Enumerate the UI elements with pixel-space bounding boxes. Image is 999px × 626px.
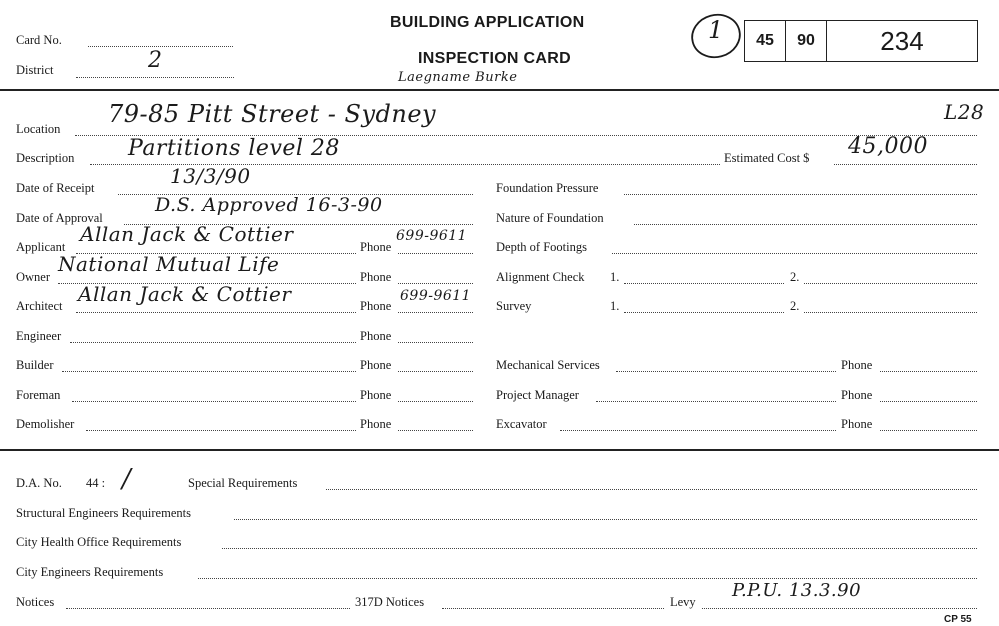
excavator-line xyxy=(560,430,836,431)
district-value: 2 xyxy=(148,48,163,73)
city-health-line xyxy=(222,548,977,549)
card-no-label: Card No. xyxy=(16,33,62,47)
applicant-label: Applicant xyxy=(16,240,66,254)
project-manager-line xyxy=(596,401,836,402)
mechanical-phone-line xyxy=(880,371,977,372)
depth-of-footings-label: Depth of Footings xyxy=(496,240,587,254)
handwritten-subtitle: Laegname Burke xyxy=(398,70,518,85)
foreman-phone-label: Phone xyxy=(360,388,392,402)
location-note: L28 xyxy=(944,100,985,124)
applicant-phone-line xyxy=(398,253,473,254)
survey-2: 2. xyxy=(790,299,800,313)
da-no-label: D.A. No. xyxy=(16,476,62,490)
date-of-approval-value: D.S. Approved 16-3-90 xyxy=(155,194,383,216)
card-number-boxes xyxy=(744,20,978,62)
card-box-3: 234 xyxy=(880,25,924,56)
estimated-cost-value: 45,000 xyxy=(848,134,928,159)
notices-317d-label: 317D Notices xyxy=(355,595,425,609)
levy-line xyxy=(702,608,977,609)
builder-label: Builder xyxy=(16,358,54,372)
architect-phone-label: Phone xyxy=(360,299,392,313)
location-value: 79-85 Pitt Street - Sydney xyxy=(108,100,437,128)
da-no-value: 44 : xyxy=(86,476,106,490)
form-code: CP 55 xyxy=(944,614,972,625)
alignment-check-1: 1. xyxy=(610,270,620,284)
da-no-mark: / xyxy=(122,464,132,494)
architect-value: Allan Jack & Cottier xyxy=(78,282,292,306)
depth-of-footings-line xyxy=(612,253,977,254)
city-engineers-label: City Engineers Requirements xyxy=(16,565,164,579)
special-requirements-line xyxy=(326,489,977,490)
card-no-line xyxy=(88,46,233,47)
engineer-line xyxy=(70,342,356,343)
foundation-pressure-label: Foundation Pressure xyxy=(496,181,599,195)
foreman-label: Foreman xyxy=(16,388,61,402)
builder-phone-label: Phone xyxy=(360,358,392,372)
foreman-line xyxy=(72,401,356,402)
survey-label: Survey xyxy=(496,299,532,313)
owner-label: Owner xyxy=(16,270,51,284)
architect-phone-line xyxy=(398,312,473,313)
engineer-label: Engineer xyxy=(16,329,62,343)
requirements-divider xyxy=(0,449,999,451)
architect-phone-value: 699-9611 xyxy=(400,288,472,304)
structural-engineers-label: Structural Engineers Requirements xyxy=(16,506,191,520)
notices-label: Notices xyxy=(16,595,55,609)
circled-number: 1 xyxy=(708,16,724,44)
foreman-phone-line xyxy=(398,401,473,402)
form-title-line2: INSPECTION CARD xyxy=(418,50,571,67)
builder-phone-line xyxy=(398,371,473,372)
nature-of-foundation-label: Nature of Foundation xyxy=(496,211,604,225)
estimated-cost-label: Estimated Cost $ xyxy=(724,151,810,165)
location-label: Location xyxy=(16,122,61,136)
excavator-phone-line xyxy=(880,430,977,431)
mechanical-services-line xyxy=(616,371,836,372)
description-label: Description xyxy=(16,151,75,165)
builder-line xyxy=(62,371,356,372)
card-box-1: 45 xyxy=(745,21,786,61)
applicant-phone-value: 699-9611 xyxy=(396,228,468,244)
owner-phone-label: Phone xyxy=(360,270,392,284)
mechanical-phone-label: Phone xyxy=(841,358,873,372)
alignment-check-2-line xyxy=(804,283,977,284)
nature-of-foundation-line xyxy=(634,224,977,225)
alignment-check-1-line xyxy=(624,283,784,284)
project-manager-phone-label: Phone xyxy=(841,388,873,402)
demolisher-phone-label: Phone xyxy=(360,417,392,431)
owner-value: National Mutual Life xyxy=(58,252,280,276)
date-of-approval-label: Date of Approval xyxy=(16,211,103,225)
foundation-pressure-line xyxy=(624,194,977,195)
engineer-phone-label: Phone xyxy=(360,329,392,343)
excavator-label: Excavator xyxy=(496,417,547,431)
district-line xyxy=(76,77,234,78)
district-label: District xyxy=(16,63,54,77)
levy-value: P.P.U. 13.3.90 xyxy=(732,580,862,601)
levy-label: Levy xyxy=(670,595,696,609)
form-title-line1: BUILDING APPLICATION xyxy=(390,14,585,31)
architect-line xyxy=(76,312,356,313)
alignment-check-2: 2. xyxy=(790,270,800,284)
header-divider xyxy=(0,89,999,91)
project-manager-label: Project Manager xyxy=(496,388,579,402)
description-value: Partitions level 28 xyxy=(128,136,340,161)
date-of-receipt-value: 13/3/90 xyxy=(170,164,251,188)
mechanical-services-label: Mechanical Services xyxy=(496,358,600,372)
demolisher-label: Demolisher xyxy=(16,417,75,431)
project-manager-phone-line xyxy=(880,401,977,402)
excavator-phone-label: Phone xyxy=(841,417,873,431)
date-of-receipt-label: Date of Receipt xyxy=(16,181,95,195)
alignment-check-label: Alignment Check xyxy=(496,270,585,284)
demolisher-line xyxy=(86,430,356,431)
architect-label: Architect xyxy=(16,299,63,313)
engineer-phone-line xyxy=(398,342,473,343)
notices-line xyxy=(66,608,350,609)
structural-engineers-line xyxy=(234,519,977,520)
card-box-2: 90 xyxy=(786,21,827,61)
special-requirements-label: Special Requirements xyxy=(188,476,298,490)
applicant-value: Allan Jack & Cottier xyxy=(80,222,294,246)
city-health-label: City Health Office Requirements xyxy=(16,535,182,549)
survey-1-line xyxy=(624,312,784,313)
demolisher-phone-line xyxy=(398,430,473,431)
survey-2-line xyxy=(804,312,977,313)
estimated-cost-line xyxy=(834,164,977,165)
applicant-phone-label: Phone xyxy=(360,240,392,254)
owner-phone-line xyxy=(398,283,473,284)
city-engineers-line xyxy=(198,578,977,579)
notices-317d-line xyxy=(442,608,664,609)
survey-1: 1. xyxy=(610,299,620,313)
